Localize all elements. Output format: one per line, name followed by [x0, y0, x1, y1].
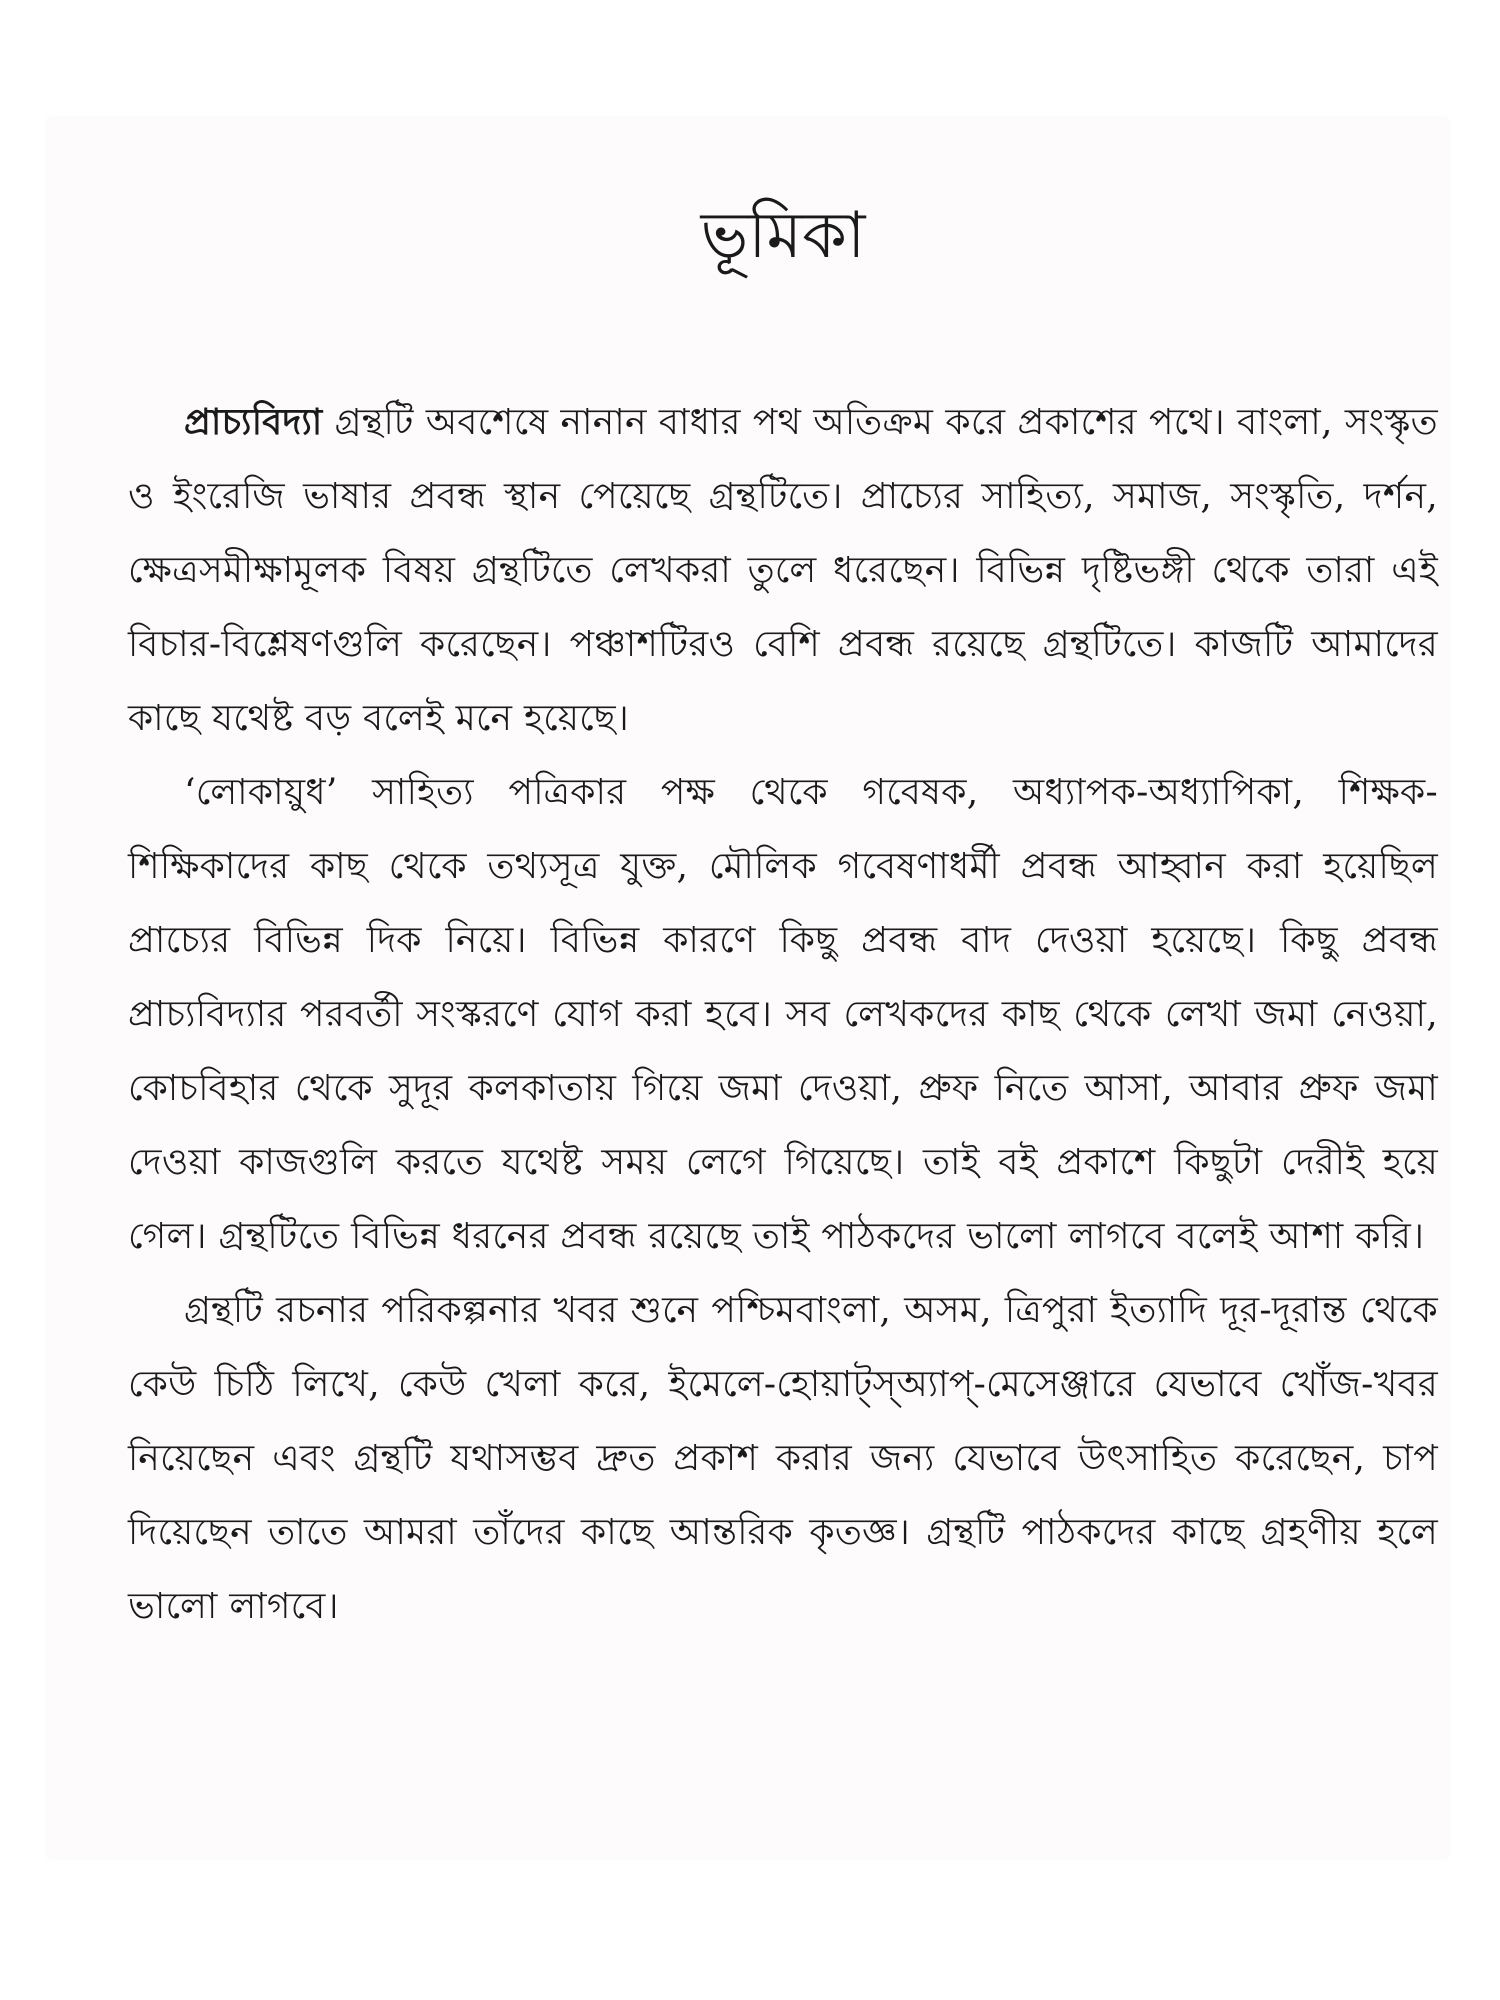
paragraph-1-text: গ্রন্থটি অবশেষে নানান বাধার পথ অতিক্রম করে প্রকাশের পথে। বাংলা, সংস্কৃত ও ইংরেজি ভাষার প্রবন্ধ স্থান পেয়েছে গ্রন্থটিতে। প্রাচ্যের সাহিত্য, সমাজ, সংস্কৃতি, দর্শন, ক্ষেত্রসমীক্ষামূলক বিষয় গ্রন্থটিতে লেখকরা তুলে ধরেছেন। বিভিন্ন দৃষ্টিভঙ্গী থেকে তারা এই বিচার-বিশ্লেষণগুলি করেছেন। পঞ্চাশটিরও বেশি প্রবন্ধ রয়েছে গ্রন্থটিতে। কাজটি আমাদের কাছে যথেষ্ট বড় বলেই মনে হয়েছে। — [128, 401, 1438, 739]
paragraph-1 — [128, 385, 1438, 756]
page-title: ভূমিকা — [700, 199, 866, 273]
book-page — [48, 118, 1448, 1858]
paragraph-3-text: গ্রন্থটি রচনার পরিকল্পনার খবর শুনে পশ্চিমবাংলা, অসম, ত্রিপুরা ইত্যাদি দূর-দূরান্ত থেকে কেউ চিঠি লিখে, কেউ খেলা করে, ইমেলে-হোয়াট্‌স্‌অ্যাপ্-মেসেঞ্জারে যেভাবে খোঁজ-খবর নিয়েছেন এবং গ্রন্থটি যথাসম্ভব দ্রুত প্রকাশ করার জন্য যেভাবে উৎসাহিত করেছেন, চাপ দিয়েছেন তাতে আমরা তাঁদের কাছে আন্তরিক কৃতজ্ঞ। গ্রন্থটি পাঠকদের কাছে গ্রহণীয় হলে ভালো লাগবে। — [128, 1289, 1438, 1627]
paragraph-1-lead: প্রাচ্যবিদ্যা — [184, 400, 323, 443]
paragraph-2 — [128, 756, 1438, 1274]
page-content — [128, 198, 1438, 1644]
paragraph-2-text: ‘লোকায়ুধ’ সাহিত্য পত্রিকার পক্ষ থেকে গবেষক, অধ্যাপক-অধ্যাপিকা, শিক্ষক-শিক্ষিকাদের কাছ থেকে তথ্যসূত্র যুক্ত, মৌলিক গবেষণাধর্মী প্রবন্ধ আহ্বান করা হয়েছিল প্রাচ্যের বিভিন্ন দিক নিয়ে। বিভিন্ন কারণে কিছু প্রবন্ধ বাদ দেওয়া হয়েছে। কিছু প্রবন্ধ প্রাচ্যবিদ্যার পরবর্তী সংস্করণে যোগ করা হবে। সব লেখকদের কাছ থেকে লেখা জমা নেওয়া, কোচবিহার থেকে সুদূর কলকাতায় গিয়ে জমা দেওয়া, প্রুফ নিতে আসা, আবার প্রুফ জমা দেওয়া কাজগুলি করতে যথেষ্ট সময় লেগে গিয়েছে। তাই বই প্রকাশে কিছুটা দেরীই হয়ে গেল। গ্রন্থটিতে বিভিন্ন ধরনের প্রবন্ধ রয়েছে তাই পাঠকদের ভালো লাগবে বলেই আশা করি। — [128, 771, 1438, 1257]
paragraph-3 — [128, 1274, 1438, 1644]
